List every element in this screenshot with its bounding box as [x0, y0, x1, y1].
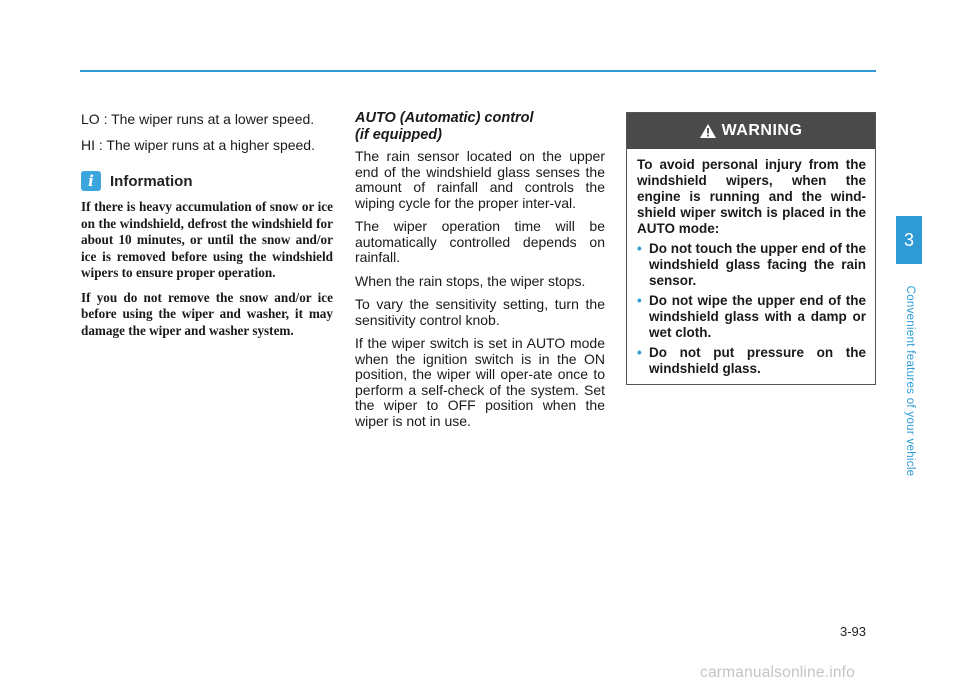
left-column: [81, 110, 333, 347]
warning-bullet-text: Do not touch the upper end of the windshield glass facing the rain sensor.: [649, 241, 866, 288]
warning-bullet-text: Do not put pressure on the windshield glass.: [649, 345, 866, 376]
bullet-icon: •: [637, 293, 642, 308]
hi-description: HI : The wiper runs at a higher speed.: [81, 137, 315, 153]
body-paragraph: To vary the sensitivity setting, turn the sensitivity control knob.: [355, 296, 605, 328]
chapter-label-text: Convenient features of your vehicle: [904, 285, 916, 477]
warning-header: [627, 113, 875, 149]
header-rule: [80, 70, 876, 72]
information-title: Information: [110, 172, 193, 190]
bullet-icon: •: [637, 241, 642, 256]
section-title-line: AUTO (Automatic) control: [355, 110, 534, 126]
warning-title: WARNING: [721, 122, 803, 139]
chapter-label: [903, 270, 917, 492]
warning-box: [626, 112, 876, 385]
information-header: [81, 171, 333, 191]
page-number: 3-93: [840, 624, 867, 639]
warning-intro: To avoid personal injury from the windshield wipers, when the engine is running and the wind-shield wiper switch is placed in the AUTO mode:: [637, 157, 866, 236]
info-paragraph: If there is heavy accumulation of snow or ice on the windshield, defrost the windshield for about 10 minutes, or until the snow and/or ice is removed before using the windshield wipers to ensure proper operation.: [81, 199, 333, 280]
watermark: carmanualsonline.info: [700, 664, 855, 681]
bullet-icon: •: [637, 345, 642, 360]
warning-bullet: [637, 345, 866, 377]
body-paragraph: The rain sensor located on the upper end of the windshield glass senses the amount of rainfall and controls the wiping cycle for the proper inter-val.: [355, 148, 605, 211]
warning-bullet-text: Do not wipe the upper end of the windshield glass with a damp or wet cloth.: [649, 293, 866, 340]
section-title-line: (if equipped): [355, 127, 442, 143]
warning-triangle-icon: [700, 124, 716, 138]
body-paragraph: When the rain stops, the wiper stops.: [355, 272, 586, 289]
info-icon: i: [81, 171, 101, 191]
warning-bullet: [637, 241, 866, 289]
info-paragraph: If you do not remove the snow and/or ice before using the wiper and washer, it may damage the wiper and washer system.: [81, 289, 333, 338]
body-paragraph: If the wiper switch is set in AUTO mode when the ignition switch is in the ON position, the wiper will oper-ate once to perform a self-check of the system. Set the wiper to OFF position when the wiper is not in use.: [355, 335, 605, 429]
warning-bullet: [637, 293, 866, 341]
section-title: [355, 110, 605, 144]
body-paragraph: The wiper operation time will be automatically controlled depends on rainfall.: [355, 218, 605, 265]
chapter-tab[interactable]: 3: [896, 216, 922, 264]
warning-body: [627, 149, 875, 377]
middle-column: [355, 110, 605, 437]
lo-description: LO : The wiper runs at a lower speed.: [81, 111, 315, 127]
